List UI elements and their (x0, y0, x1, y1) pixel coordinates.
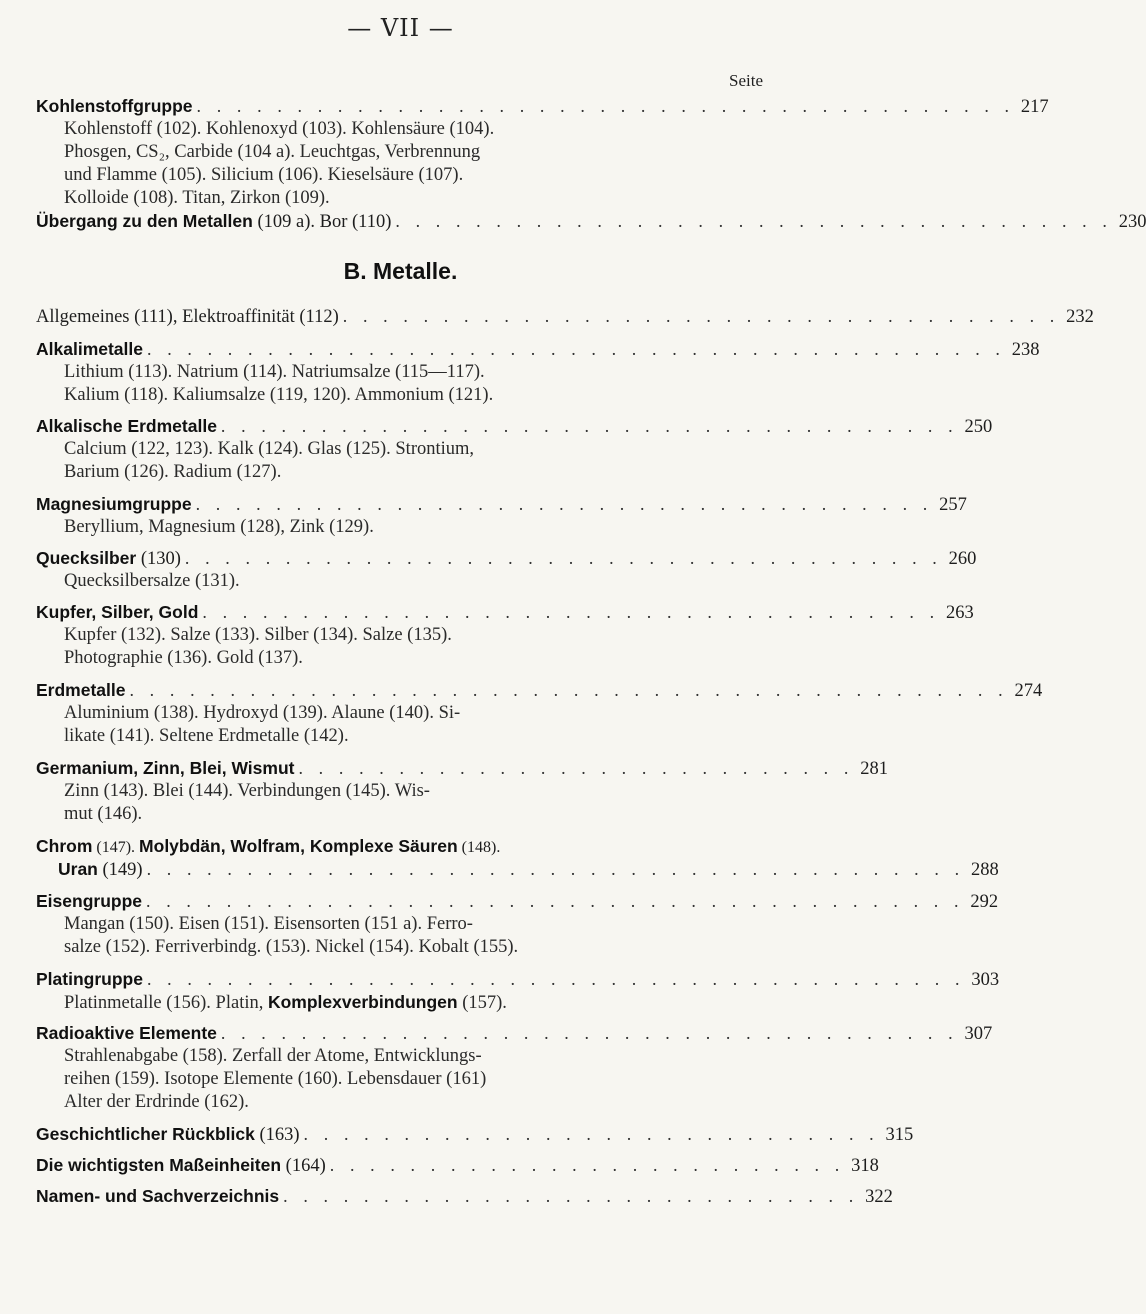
entry-page: 307 (964, 1024, 993, 1044)
entry-suffix: (130) (136, 549, 181, 569)
entry-page: 263 (945, 603, 974, 623)
entry-heading: Kohlenstoffgruppe (36, 96, 193, 116)
entry-sub-line: likate (141). Seltene Erdmetalle (142). (64, 726, 349, 746)
entry-sub-line: Quecksilbersalze (131). (64, 571, 240, 591)
entry-heading: Übergang zu den Metallen (36, 211, 253, 231)
entry-heading: Kupfer, Silber, Gold (36, 602, 199, 622)
entry-page: 217 (1020, 97, 1049, 117)
sub-text: Platinmetalle (156). Platin, (64, 993, 268, 1013)
entry-suffix-2: (148). (457, 839, 501, 856)
section-heading-metalle: B. Metalle. (343, 258, 458, 284)
entry-sub-line: reihen (159). Isotope Elemente (160). Lebensdauer (161) (64, 1069, 487, 1089)
entry-text: Allgemeines (111), Elektroaffinität (112) (36, 307, 339, 327)
entry-page: 230 (1118, 212, 1146, 232)
toc-entry-germanium (36, 757, 888, 826)
entry-sub-line: Kohlenstoff (102). Kohlenoxyd (103). Kohlensäure (104). (64, 119, 495, 139)
entry-suffix: (164) (281, 1156, 326, 1176)
entry-sub-line: und Flamme (105). Silicium (106). Kieselsäure (107). (64, 165, 464, 185)
toc-entry-erdmetalle (36, 679, 1043, 748)
entry-heading: Die wichtigsten Maßeinheiten (36, 1155, 282, 1175)
entry-heading: Namen- und Sachverzeichnis (36, 1186, 280, 1206)
entry-heading: Radioaktive Elemente (36, 1023, 217, 1043)
toc-entry-chrom-uran (36, 835, 999, 881)
leader-dots: . . . . . . . . . . . . . . . . . . . . . . . . . . . . . . . . . . . . . (202, 602, 940, 622)
leader-dots: . . . . . . . . . . . . . . . . . . . . . . . . . . . . . . . . . . . . . . . . . (146, 969, 966, 989)
toc-entry-magnesiumgruppe (36, 493, 967, 539)
entry-page: 315 (885, 1125, 914, 1145)
entry-heading: Quecksilber (36, 548, 137, 568)
entry-sub-line: Mangan (150). Eisen (151). Eisensorten (151 a). Ferro- (64, 914, 473, 934)
entry-suffix-3: (149) (97, 860, 143, 880)
entry-sub-line: Aluminium (138). Hydroxyd (139). Alaune (140). Si- (64, 703, 461, 723)
entry-page: 303 (971, 970, 1000, 990)
page-number: — VII — (347, 14, 454, 42)
entry-heading: Alkalimetalle (36, 339, 143, 359)
entry-sub-line: Strahlenabgabe (158). Zerfall der Atome, Entwicklungs- (64, 1046, 482, 1066)
leader-dots: . . . . . . . . . . . . . . . . . . . . . . . . . . . . . . . . . . . . . . (184, 548, 943, 568)
entry-suffix: (109 a). Bor (110) (252, 212, 392, 232)
toc-entry-kohlenstoffgruppe (36, 95, 1049, 210)
leader-dots: . . . . . . . . . . . . . . . . . . . . . . . . . . . . . . . . . . . . . . . . . (146, 859, 965, 879)
entry-page: 257 (939, 495, 967, 515)
leader-dots: . . . . . . . . . . . . . . . . . . . . . . . . . . . . . (303, 1124, 880, 1144)
entry-sub-line: Lithium (113). Natrium (114). Natriumsalze (115—117). (64, 362, 485, 382)
column-label-seite: Seite (729, 71, 763, 90)
entry-sub-line: Phosgen, CS₂, Carbide (104 a). Leuchtgas, Verbrennung (64, 142, 481, 162)
leader-dots: . . . . . . . . . . . . . . . . . . . . . . . . . . . . . . . . . . . . (342, 306, 1060, 326)
entry-sub-line: Kolloide (108). Titan, Zirkon (109). (64, 188, 330, 208)
entry-sub-line: mut (146). (64, 804, 143, 824)
toc-entry-quecksilber (36, 547, 977, 593)
entry-sub-line: Photographie (136). Gold (137). (64, 648, 303, 668)
entry-heading: Chrom (36, 836, 93, 856)
entry-sub-line: salze (152). Ferriverbindg. (153). Nickel (154). Kobalt (155). (64, 937, 519, 957)
leader-dots: . . . . . . . . . . . . . . . . . . . . . . . . . . . . . . . . . . . . . (220, 416, 959, 436)
entry-sub-line: Kalium (118). Kaliumsalze (119, 120). Ammonium (121). (64, 385, 494, 405)
entry-sub-line: Alter der Erdrinde (162). (64, 1092, 249, 1112)
toc-entry-radioaktive-elemente (36, 1022, 993, 1114)
entry-suffix: (147). (92, 839, 140, 856)
entry-heading: Eisengruppe (36, 891, 142, 911)
entry-sub-line: Beryllium, Magnesium (128), Zink (129). (64, 517, 374, 537)
entry-sub-line: Zinn (143). Blei (144). Verbindungen (145). Wis- (64, 781, 430, 801)
entry-sub-line: Kupfer (132). Salze (133). Silber (134). Salze (135). (64, 625, 452, 645)
entry-suffix: (163) (254, 1125, 300, 1145)
entry-sub-line (36, 991, 764, 1014)
entry-sub-line: Barium (126). Radium (127). (64, 462, 282, 482)
leader-dots: . . . . . . . . . . . . . . . . . . . . . . . . . . . . . . . . . . . . . . . . . . . . (129, 680, 1009, 700)
toc-entry-allgemeines (36, 305, 1094, 328)
entry-page: 292 (970, 892, 999, 912)
entry-page: 274 (1014, 681, 1043, 701)
entry-heading: Erdmetalle (36, 680, 126, 700)
leader-dots: . . . . . . . . . . . . . . . . . . . . . . . . . . . . . . . . . . . . . (220, 1023, 959, 1043)
leader-dots: . . . . . . . . . . . . . . . . . . . . . . . . . . . . . . . . . . . . . . . . . (196, 96, 1015, 116)
toc-entry-verzeichnis (36, 1185, 893, 1208)
leader-dots: . . . . . . . . . . . . . . . . . . . . . . . . . . . . . . . . . . . . . . . . . (146, 891, 965, 911)
sub-text: (157). (457, 993, 507, 1013)
entry-page: 318 (851, 1156, 879, 1176)
toc-entry-kupfer-silber-gold (36, 601, 974, 670)
entry-heading-3: Uran (58, 859, 98, 879)
entry-heading: Platingruppe (36, 969, 143, 989)
leader-dots: . . . . . . . . . . . . . . . . . . . . . . . . . . . . (298, 758, 854, 778)
entry-sub-line: Calcium (122, 123). Kalk (124). Glas (125). Strontium, (64, 439, 475, 459)
leader-dots: . . . . . . . . . . . . . . . . . . . . . . . . . . . . . (283, 1186, 859, 1206)
leader-dots: . . . . . . . . . . . . . . . . . . . . . . . . . . . . . . . . . . . . . . . . . . . (147, 339, 1006, 359)
toc-entry-eisengruppe (36, 890, 999, 959)
entry-heading: Alkalische Erdmetalle (36, 416, 217, 436)
entry-page: 322 (865, 1187, 893, 1207)
entry-heading: Geschichtlicher Rückblick (36, 1124, 255, 1144)
toc-entry-uebergang (36, 210, 1146, 233)
leader-dots: . . . . . . . . . . . . . . . . . . . . . . . . . . (329, 1155, 845, 1175)
leader-dots: . . . . . . . . . . . . . . . . . . . . . . . . . . . . . . . . . . . . (395, 211, 1113, 231)
entry-page: 281 (860, 759, 888, 779)
entry-page: 232 (1066, 307, 1094, 327)
toc-entry-platingruppe (36, 968, 1000, 1014)
entry-heading: Magnesiumgruppe (36, 494, 192, 514)
entry-heading-2: Molybdän, Wolfram, Komplexe Säuren (139, 836, 458, 856)
toc-entry-alkalimetalle (36, 338, 1040, 407)
entry-page: 250 (964, 417, 993, 437)
toc-entry-alkalische-erdmetalle (36, 415, 993, 484)
entry-page: 260 (948, 549, 977, 569)
sub-bold-text: Komplexverbindungen (267, 992, 458, 1012)
entry-page: 288 (970, 860, 999, 880)
toc-entry-geschichtlicher-rueckblick (36, 1123, 914, 1146)
leader-dots: . . . . . . . . . . . . . . . . . . . . . . . . . . . . . . . . . . . . . (195, 494, 933, 514)
entry-heading: Germanium, Zinn, Blei, Wismut (36, 758, 295, 778)
toc-entry-masseinheiten (36, 1154, 879, 1177)
entry-page: 238 (1011, 340, 1040, 360)
